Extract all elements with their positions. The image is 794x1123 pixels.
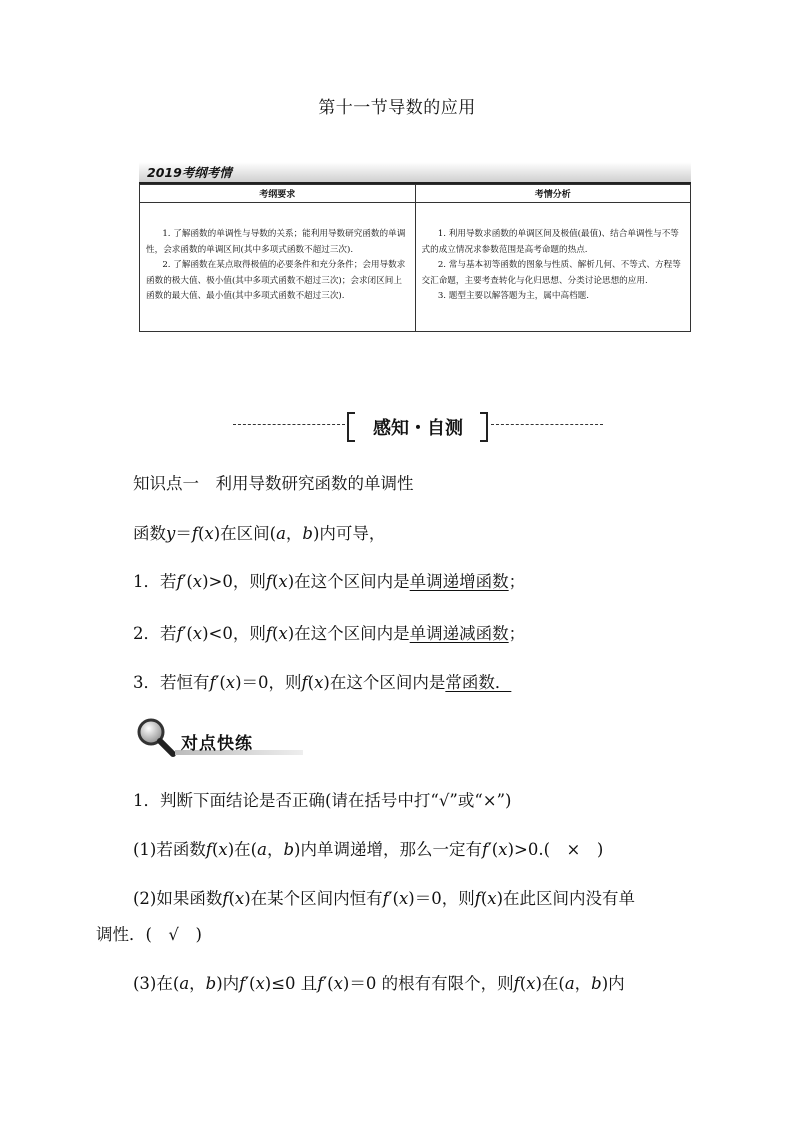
knowledge-intro: 函数y＝f(x)在区间(a，b)内可导，: [133, 524, 386, 543]
col-analysis-header: 考情分析: [415, 185, 691, 203]
statement-3: (3)在(a，b)内f′(x)≤0 且f′(x)＝0 的根有有限个，则f(x)在(a，b)内: [133, 974, 625, 993]
answer-underline: 单调递减函数: [409, 624, 509, 643]
exam-outline-box: [139, 162, 691, 332]
banner-dash-right: [491, 424, 603, 425]
exam-outline-table: [139, 184, 691, 332]
banner-title: 感知・自测: [373, 418, 463, 439]
analysis-item: 2. 常与基本初等函数的图象与性质、解析几何、不等式、方程等交汇命题，主要考查转化与化归思想、分类讨论思想的应用.: [421, 260, 681, 286]
page-title: 第十一节导数的应用: [318, 98, 476, 118]
knowledge-point-title: 知识点一 利用导数研究函数的单调性: [133, 474, 414, 493]
statement-1: (1)若函数f(x)在(a，b)内单调递增，那么一定有f′(x)>0.( × ): [133, 840, 604, 859]
banner-bracket-right: [480, 412, 488, 442]
question-1: 1．判断下面结论是否正确(请在括号中打“√”或“×”): [133, 791, 512, 810]
knowledge-item-1: 1．若f′(x)>0，则f(x)在这个区间内是单调递增函数；: [133, 572, 526, 591]
answer-underline: 常函数．: [445, 673, 512, 692]
exam-outline-header-label: 2019考纲考情: [147, 165, 232, 180]
statement-2-continued: 调性．( √ ): [96, 925, 202, 944]
requirement-item: 1. 了解函数的单调性与导数的关系；能利用导数研究函数的单调性，会求函数的单调区间(其中多项式函数不超过三次).: [146, 229, 406, 255]
analysis-cell: [415, 203, 691, 332]
banner-dash-left: [233, 424, 345, 425]
practice-title: 对点快练: [181, 734, 253, 754]
requirement-item: 2. 了解函数在某点取得极值的必要条件和充分条件；会用导数求函数的极大值、极小值(其中多项式函数不超过三次)；会求闭区间上函数的最大值、最小值(其中多项式函数不超过三次).: [146, 260, 406, 302]
statement-2: (2)如果函数f(x)在某个区间内恒有f′(x)＝0，则f(x)在此区间内没有单: [133, 889, 636, 908]
knowledge-item-3: 3．若恒有f′(x)＝0，则f(x)在这个区间内是常函数．: [133, 673, 512, 692]
practice-heading: [133, 716, 313, 760]
analysis-item: 1. 利用导数求函数的单调区间及极值(最值)、结合单调性与不等式的成立情况求参数范围是高考命题的热点.: [421, 229, 679, 255]
magnifier-icon: [133, 716, 181, 760]
analysis-item: 3. 题型主要以解答题为主，属中高档题.: [437, 291, 589, 302]
answer-underline: 单调递增函数: [409, 572, 509, 591]
exam-outline-header: [139, 162, 691, 184]
banner-bracket-left: [347, 412, 355, 442]
knowledge-item-2: 2．若f′(x)<0，则f(x)在这个区间内是单调递减函数；: [133, 624, 526, 643]
requirements-cell: [140, 203, 416, 332]
section-banner: [0, 408, 794, 442]
col-requirements-header: 考纲要求: [140, 185, 416, 203]
